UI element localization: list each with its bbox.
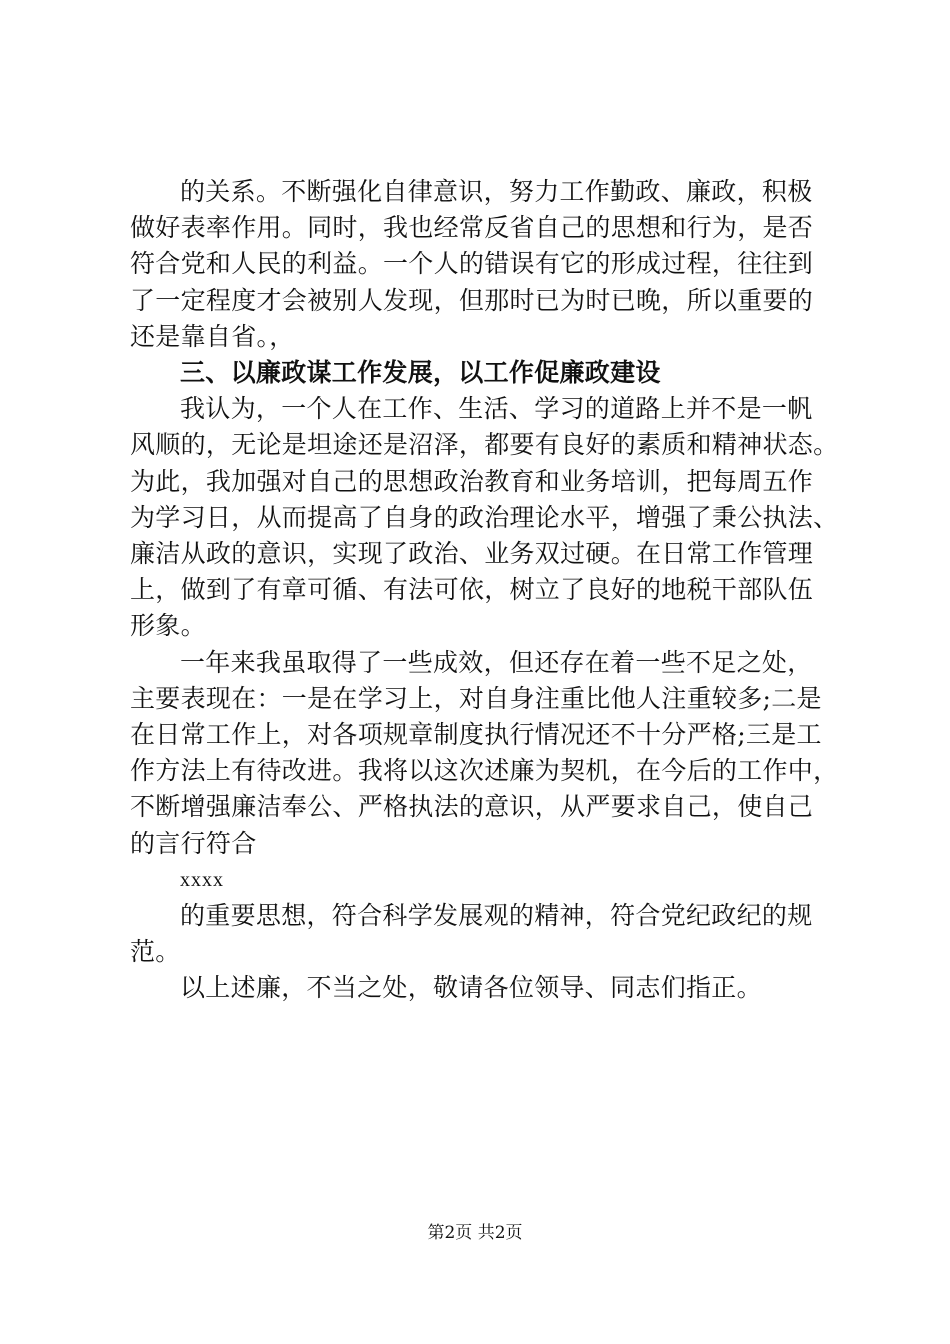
page-footer: 第2页 共2页 — [427, 1223, 523, 1243]
text-line: 风顺的，无论是坦途还是沼泽，都要有良好的素质和精神状态。 — [130, 430, 839, 460]
paragraph-3 — [130, 645, 839, 862]
text-line: 还是靠自省。， — [130, 321, 295, 351]
text-line: 的重要思想，符合科学发展观的精神，符合党纪政纪的规 — [180, 901, 813, 931]
text-line: 廉洁从政的意识，实现了政治、业务双过硬。在日常工作管理 — [130, 539, 814, 569]
section-heading: 三、以廉政谋工作发展，以工作促廉政建设 — [180, 358, 661, 388]
text-line: 作方法上有待改进。我将以这次述廉为契机，在今后的工作中， — [130, 756, 839, 786]
text-line: 的言行符合 — [130, 828, 257, 858]
document-body — [130, 174, 839, 1007]
text-line: 上，做到了有章可循、有法可依，树立了良好的地税干部队伍 — [130, 575, 814, 605]
text-line: 为此，我加强对自己的思想政治教育和业务培训，把每周五作 — [130, 466, 814, 496]
text-line: 为学习日，从而提高了自身的政治理论水平，增强了秉公执法、 — [130, 502, 839, 532]
text-line: 一年来我虽取得了一些成效，但还存在着一些不足之处， — [180, 647, 813, 677]
paragraph-2 — [130, 391, 839, 644]
text-line: 主要表现在：一是在学习上，对自身注重比他人注重较多;二是 — [130, 683, 822, 713]
text-line: 符合党和人民的利益。一个人的错误有它的形成过程，往往到 — [130, 249, 814, 279]
text-line: 做好表率作用。同时，我也经常反省自己的思想和行为，是否 — [130, 213, 814, 243]
text-line: 形象。 — [130, 611, 206, 641]
paragraph-1 — [130, 174, 830, 355]
text-line: 了一定程度才会被别人发现，但那时已为时已晚，所以重要的 — [130, 285, 814, 315]
text-line: 我认为，一个人在工作、生活、学习的道路上并不是一帆 — [180, 394, 813, 424]
text-line: 不断增强廉洁奉公、严格执法的意识，从严要求自己，使自己 — [130, 792, 814, 822]
text-line: 范。 — [130, 937, 181, 967]
placeholder-mark: xxxx — [180, 868, 224, 891]
text-line: 在日常工作上，对各项规章制度执行情况还不十分严格;三是工 — [130, 720, 822, 750]
paragraph-4 — [130, 898, 830, 970]
text-line: 的关系。不断强化自律意识，努力工作勤政、廉政，积极 — [180, 177, 813, 206]
closing-line: 以上述廉，不当之处，敬请各位领导、同志们指正。 — [180, 973, 762, 1003]
